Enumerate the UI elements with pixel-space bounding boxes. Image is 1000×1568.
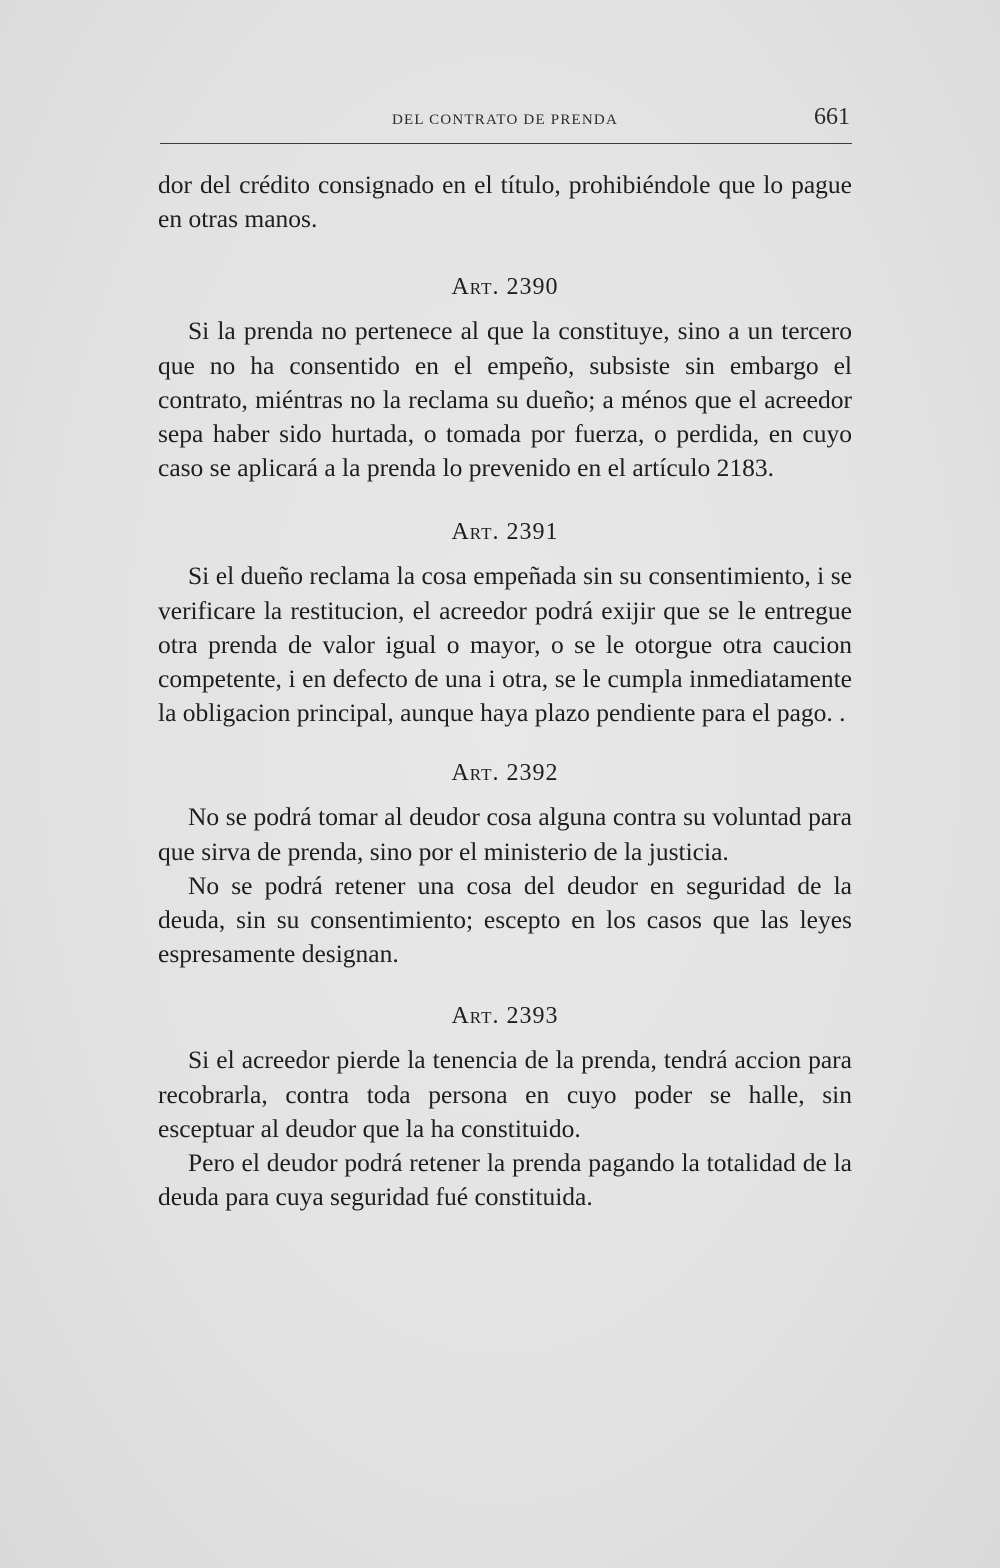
article-heading-2392: Art. 2392: [451, 760, 559, 787]
page-number: 661: [814, 104, 850, 130]
article-2393-paragraph-1: Si el acreedor pierde la tenencia de la prenda, tendrá accion para recobrarla, contra toda persona en cuyo poder se halle, sin esceptuar al deudor que la ha constituido.: [158, 1045, 852, 1143]
article-2393-paragraph-2: Pero el deudor podrá retener la prenda pagando la totalidad de la deuda para cuya seguridad fué constituida.: [158, 1148, 852, 1212]
continued-paragraph: dor del crédito consignado en el título, prohibiéndole que lo pague en otras manos.: [158, 170, 852, 234]
article-2391-paragraph: Si el dueño reclama la cosa empeñada sin su consentimiento, i se verificare la restitucion, el acreedor podrá exijir que se le entregue otra prenda de valor igual o mayor, o se le otorgue otra caucion competente, i en defecto de una i otra, se le cumpla inmediatamente la obligacion principal, aunque haya plazo pendiente para el pago. .: [158, 561, 852, 728]
article-heading-2391: Art. 2391: [451, 519, 559, 546]
running-title: DEL CONTRATO DE PRENDA: [392, 112, 618, 128]
body-text: [158, 168, 852, 1214]
header-rule: [160, 143, 852, 144]
article-heading-2390: Art. 2390: [451, 274, 559, 301]
article-heading-2393: Art. 2393: [451, 1003, 559, 1030]
article-2392-paragraph-2: No se podrá retener una cosa del deudor en seguridad de la deuda, sin su consentimiento; escepto en los casos que las leyes espresamente designan.: [158, 870, 852, 969]
running-head: [160, 104, 850, 138]
article-2390-paragraph: Si la prenda no pertenece al que la constituye, sino a un tercero que no ha consentido en el empeño, subsiste sin embargo el contrato, miéntras no la reclama su dueño; a ménos que el acreedor sepa haber sido hurtada, o tomada por fuerza, o perdida, en cuyo caso se aplicará a la prenda lo prevenido en el artículo 2183.: [158, 316, 852, 483]
article-2392-paragraph-1: No se podrá tomar al deudor cosa alguna contra su voluntad para que sirva de prenda, sino por el ministerio de la justicia.: [158, 802, 852, 866]
